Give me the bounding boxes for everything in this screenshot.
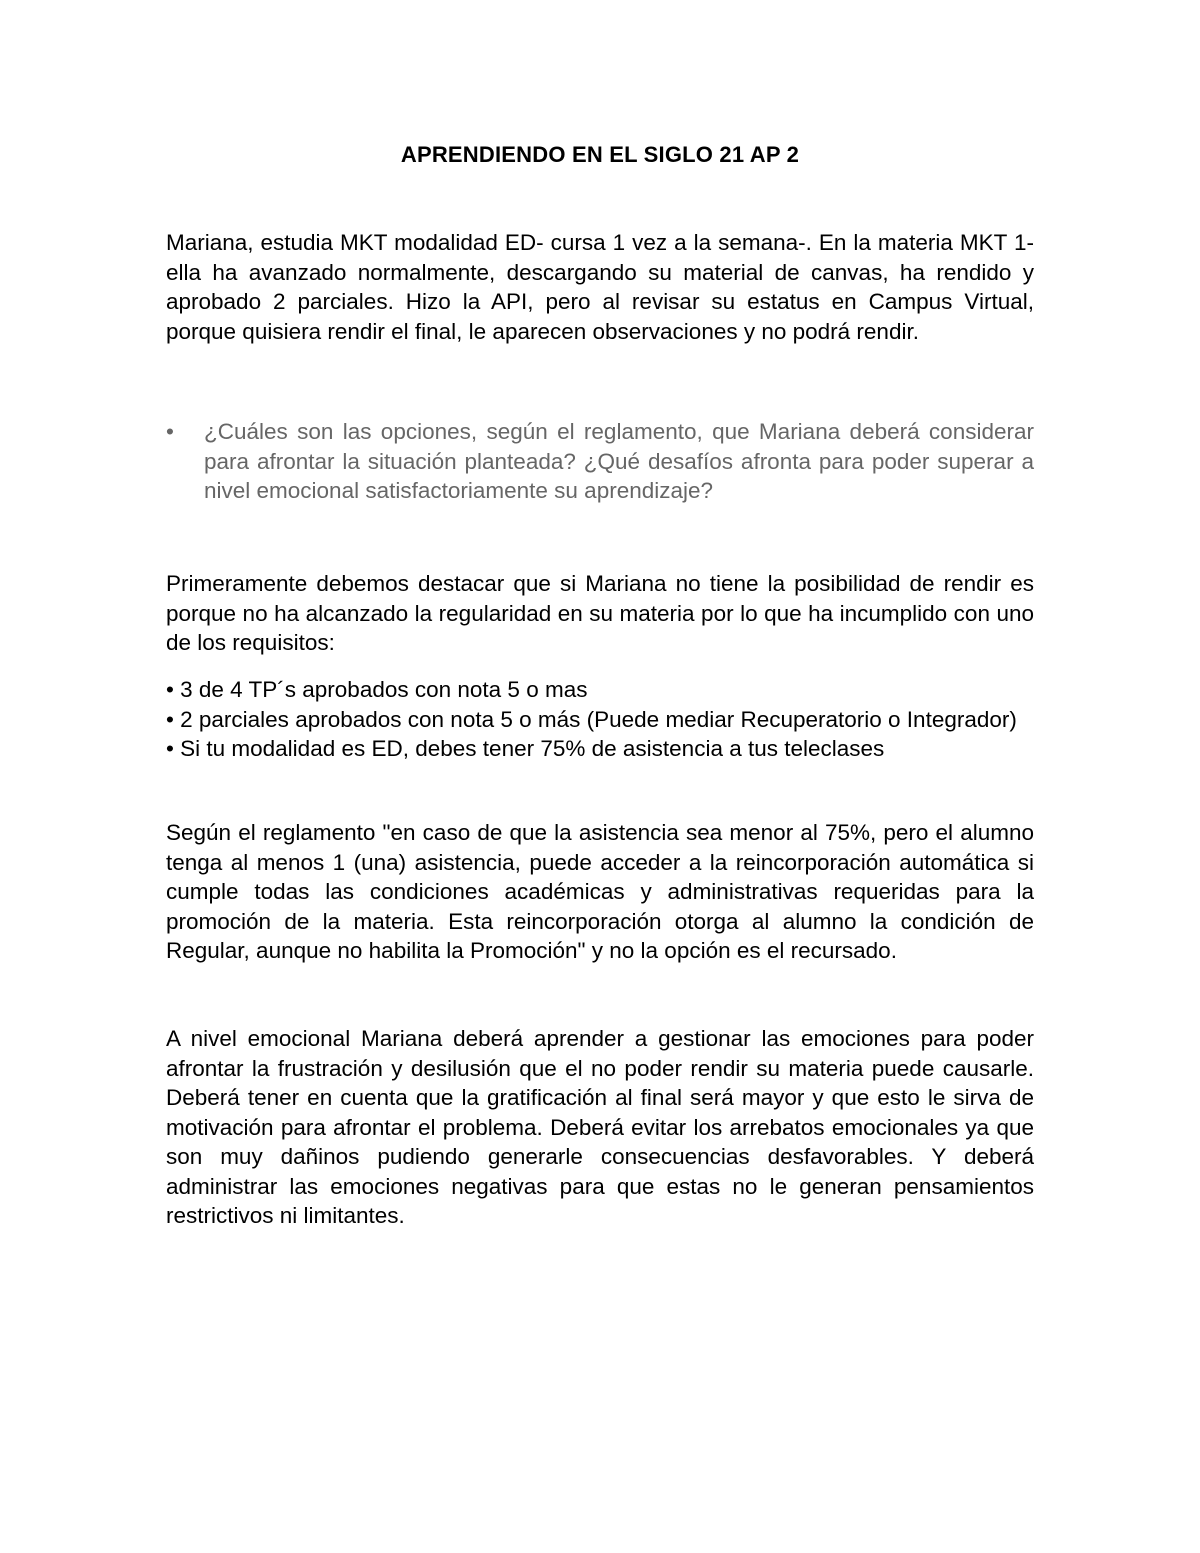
document-title: APRENDIENDO EN EL SIGLO 21 AP 2 [400,142,800,167]
requisitos-list [166,675,1034,764]
list-item: • 2 parciales aprobados con nota 5 o más (Puede mediar Recuperatorio o Integrador) [166,706,1017,732]
question-text: ¿Cuáles son las opciones, según el reglamento, que Mariana deberá considerar para afrontar la situación planteada? ¿Qué desafíos afronta para poder superar a nivel emocional satisfactoriamente su aprendizaje? [204,419,1034,503]
regularidad-paragraph: Primeramente debemos destacar que si Mariana no tiene la posibilidad de rendir es porque no ha alcanzado la regularidad en su materia por lo que ha incumplido con uno de los requisitos: [166,571,1034,655]
question-list-item [166,417,1034,506]
emocional-paragraph: A nivel emocional Mariana deberá aprender a gestionar las emociones para poder afrontar la frustración y desilusión que el no poder rendir su materia puede causarle. Deberá tener en cuenta que la gratificación al final será mayor y que esto le sirva de motivación para afrontar el problema. Deberá evitar los arrebatos emocionales ya que son muy dañinos pudiendo generarle consecuencias desfavorables. Y deberá administrar las emociones negativas para que estas no le generan pensamientos restrictivos ni limitantes. [166,1026,1034,1228]
intro-paragraph: Mariana, estudia MKT modalidad ED- cursa 1 vez a la semana-. En la materia MKT 1- ella ha avanzado normalmente, descargando su material de canvas, ha rendido y aprobado 2 parciales. Hizo la API, pero al revisar su estatus en Campus Virtual, porque quisiera rendir el final, le aparecen observaciones y no podrá rendir. [166,230,1034,344]
list-item: • Si tu modalidad es ED, debes tener 75% de asistencia a tus teleclases [166,736,885,761]
bullet-icon: • [166,419,174,444]
reglamento-paragraph: Según el reglamento "en caso de que la asistencia sea menor al 75%, pero el alumno tenga al menos 1 (una) asistencia, puede acceder a la reincorporación automática si cumple todas las condiciones académicas y administrativas requeridas para la promoción de la materia. Esta reincorporación otorga al alumno la condición de Regular, aunque no habilita la Promoción" y no la opción es el recursado. [166,820,1034,963]
list-item: • 3 de 4 TP´s aprobados con nota 5 o mas [166,677,588,702]
